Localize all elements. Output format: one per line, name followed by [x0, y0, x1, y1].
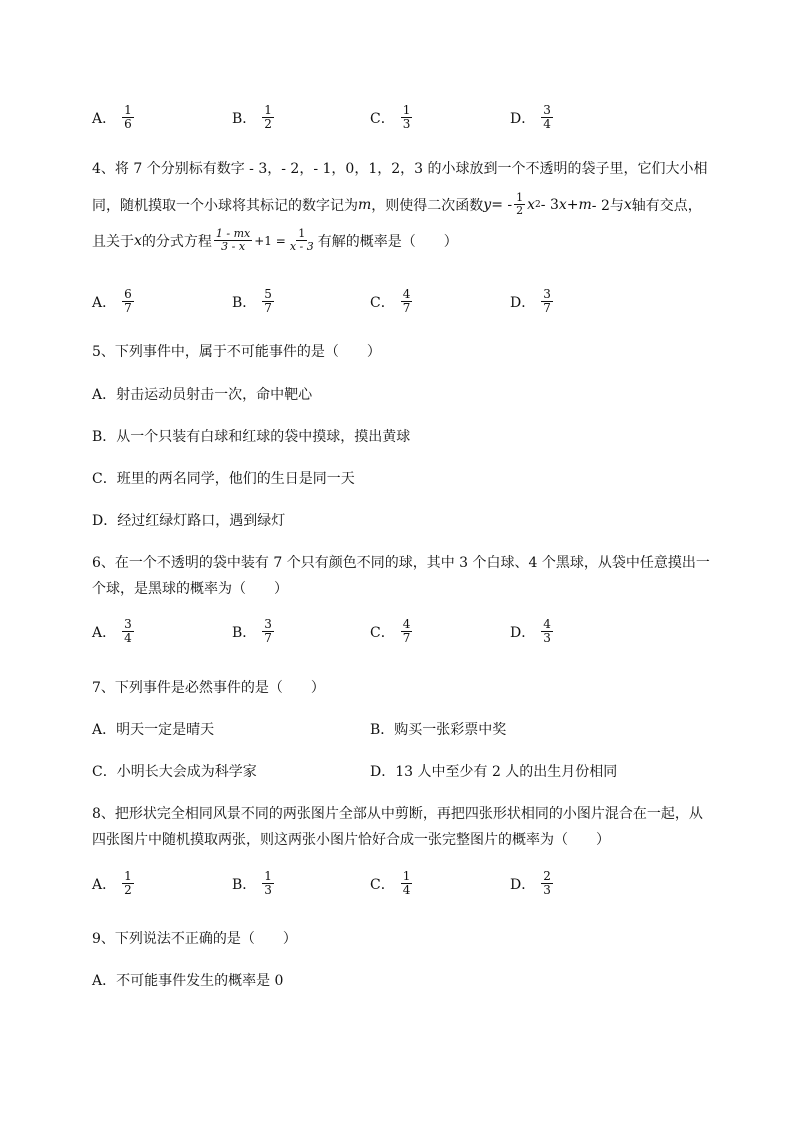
q7-option-b: B．购买一张彩票中奖 [370, 722, 507, 738]
q9-stem: 9、下列说法不正确的是（ ） [92, 931, 297, 947]
fraction-equation-left: $\frac{1 - mx}{3 - x}$ [215, 227, 251, 253]
q5-stem: 5、下列事件中，属于不可能事件的是（ ） [92, 344, 381, 360]
fraction: $\frac{3}{7}$ [543, 287, 551, 315]
option-letter: A． [92, 876, 117, 893]
fraction: $\frac{4}{7}$ [402, 617, 411, 645]
option-letter: B． [232, 294, 257, 311]
fraction: $\frac{1}{4}$ [402, 869, 411, 897]
fraction: $\frac{3}{4}$ [124, 617, 132, 645]
option-letter: B． [232, 624, 257, 641]
q4-line-3: 且关于 x 的分式方程 $\frac{1 - mx}{3 - x}$ +1 = $\frac{1}{x - 3}$ 有解的概率是（ ） [92, 227, 458, 253]
option-letter: C． [370, 110, 395, 127]
q6-line-2: 个球，是黑球的概率为（ ） [92, 581, 288, 597]
q3-option-c [370, 104, 412, 131]
q5-option-c: C．班里的两名同学，他们的生日是同一天 [92, 471, 355, 487]
fraction: $\frac{1}{2}$ [516, 191, 524, 217]
q4-option-b [232, 288, 274, 315]
option-letter: D． [510, 876, 536, 893]
fraction: $\frac{4}{7}$ [402, 287, 411, 315]
fraction: $\frac{6}{7}$ [124, 287, 132, 315]
q6-option-b [232, 618, 274, 645]
q7-option-c: C．小明长大会成为科学家 [92, 764, 257, 780]
q5-option-b: B．从一个只装有白球和红球的袋中摸球，摸出黄球 [92, 429, 411, 445]
q5-option-d: D．经过红绿灯路口，遇到绿灯 [92, 513, 286, 529]
option-letter: A． [92, 624, 117, 641]
q8-option-d [510, 870, 553, 897]
q6-option-a [92, 618, 134, 645]
fraction: $\frac{1}{6}$ [124, 103, 132, 131]
q5-option-a: A．射击运动员射击一次，命中靶心 [92, 387, 313, 403]
q8-option-c [370, 870, 412, 897]
q8-line-1: 8、把形状完全相同风景不同的两张图片全部从中剪断，再把四张形状相同的小图片混合在一起，从 [92, 806, 703, 822]
q4-option-d [510, 288, 553, 315]
q4-line-2: 同，随机摸取一个小球将其标记的数字记为 m ，则使得二次函数 y = - $\frac{1}{2}$ x 2 - 3 x + m - 2与 x 轴有交点， [92, 191, 702, 217]
option-letter: D． [510, 294, 536, 311]
fraction: $\frac{2}{3}$ [543, 869, 551, 897]
q8-option-b [232, 870, 274, 897]
fraction: $\frac{5}{7}$ [264, 287, 272, 315]
q7-stem: 7、下列事件是必然事件的是（ ） [92, 680, 325, 696]
fraction: $\frac{3}{4}$ [543, 103, 551, 131]
q8-line-2: 四张图片中随机摸取两张，则这两张小图片恰好合成一张完整图片的概率为（ ） [92, 832, 610, 848]
fraction: $\frac{1}{2}$ [124, 869, 132, 897]
q4-line-1: 4、将 7 个分别标有数字 - 3，- 2，- 1，0，1，2，3 的小球放到一个不透明的袋子里，它们大小相 [92, 161, 708, 177]
q3-option-b [232, 104, 274, 131]
fraction: $\frac{4}{3}$ [543, 617, 551, 645]
option-letter: C． [370, 624, 395, 641]
option-letter: A． [92, 294, 117, 311]
q9-option-a: A．不可能事件发生的概率是 0 [92, 973, 284, 989]
option-letter: D． [510, 110, 536, 127]
q7-option-a: A．明天一定是晴天 [92, 722, 215, 738]
option-letter: B． [232, 876, 257, 893]
q8-option-a [92, 870, 134, 897]
q4-option-a [92, 288, 134, 315]
fraction: $\frac{3}{7}$ [264, 617, 272, 645]
option-letter: C． [370, 876, 395, 893]
q7-option-d: D．13 人中至少有 2 人的出生月份相同 [370, 764, 618, 780]
fraction: $\frac{1}{3}$ [402, 103, 411, 131]
q3-option-d [510, 104, 553, 131]
option-letter: D． [510, 624, 536, 641]
option-letter: C． [370, 294, 395, 311]
fraction: $\frac{1}{2}$ [264, 103, 272, 131]
q4-option-c [370, 288, 412, 315]
fraction-equation-right: $\frac{1}{x - 3}$ [289, 227, 314, 253]
fraction: $\frac{1}{3}$ [264, 869, 272, 897]
q6-option-d [510, 618, 553, 645]
q3-option-a [92, 104, 134, 131]
option-letter: A． [92, 110, 117, 127]
q6-line-1: 6、在一个不透明的袋中装有 7 个只有颜色不同的球，其中 3 个白球、4 个黑球，从袋中任意摸出一 [92, 555, 710, 571]
option-letter: B． [232, 110, 257, 127]
q6-option-c [370, 618, 412, 645]
